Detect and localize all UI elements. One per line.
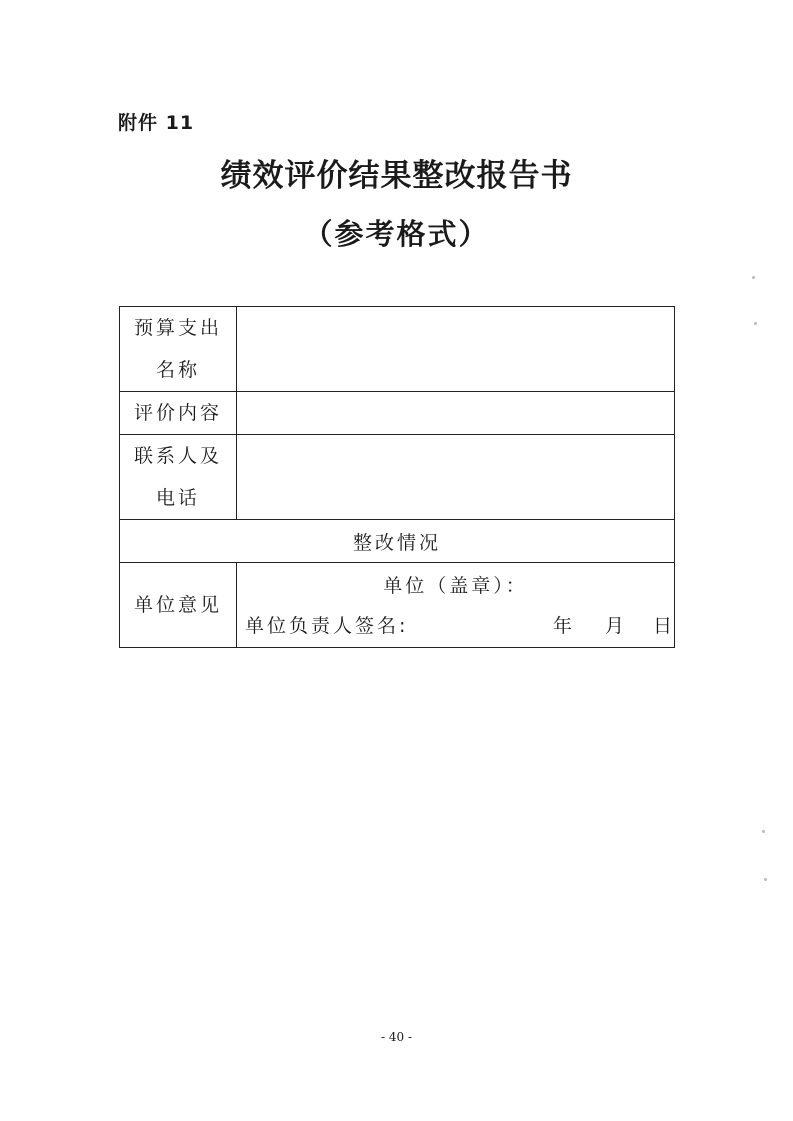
evaluation-content-row (120, 392, 675, 435)
contact-value-cell (237, 435, 675, 520)
day-label: 日 (653, 615, 673, 637)
contact-label: 联系人及电话 (133, 445, 222, 509)
budget-name-row (120, 307, 675, 392)
scan-speck (754, 322, 757, 325)
document-title: 绩效评价结果整改报告书 (220, 158, 573, 194)
report-form-table (119, 306, 675, 648)
budget-name-value-cell (237, 307, 675, 392)
rectification-row (120, 520, 675, 563)
unit-opinion-row (120, 563, 675, 648)
unit-seal-text: 单位（盖章）： (383, 575, 528, 597)
unit-opinion-cell (237, 563, 675, 648)
scan-speck (762, 830, 765, 833)
document-subtitle: （参考格式） (303, 217, 490, 251)
unit-opinion-label: 单位意见 (120, 563, 237, 648)
budget-name-label-cell (120, 307, 237, 392)
contact-label-cell (120, 435, 237, 520)
budget-name-label: 预算支出名称 (133, 317, 222, 381)
contact-row (120, 435, 675, 520)
evaluation-content-value-cell (237, 392, 675, 435)
scan-speck (752, 276, 755, 279)
year-label: 年 (553, 615, 573, 637)
signature-text: 单位负责人签名: (245, 615, 409, 637)
attachment-label: 附件 11 (118, 112, 195, 134)
page-number: - 40 - (380, 1030, 412, 1044)
month-label: 月 (605, 615, 625, 637)
scan-speck (764, 878, 767, 881)
rectification-header: 整改情况 (120, 520, 675, 563)
evaluation-content-label: 评价内容 (120, 392, 237, 435)
